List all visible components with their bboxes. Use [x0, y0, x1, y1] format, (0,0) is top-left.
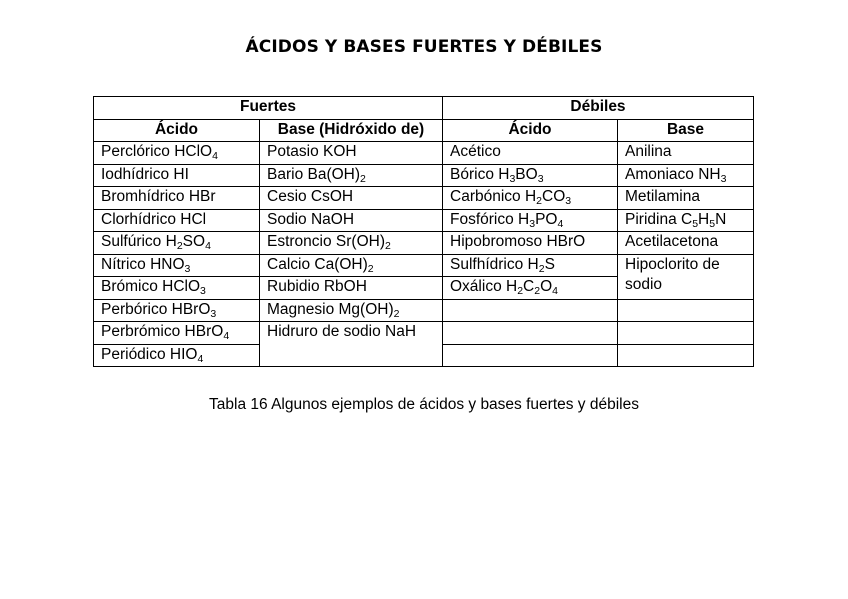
weak-base-cell: Acetilacetona [618, 232, 754, 255]
weak-acid-cell: Fosfórico $H_3PO_4$ [443, 209, 618, 232]
column-header-strong-acid: Ácido [94, 119, 260, 142]
table-row [94, 142, 754, 165]
strong-acid-cell: Perclórico HClO$_4$ [94, 142, 260, 165]
weak-acid-cell: Hipobromoso HBrO [443, 232, 618, 255]
strong-base-cell: Hidruro de sodio NaH [260, 322, 443, 367]
weak-acid-cell: Sulfhídrico $H_2S$ [443, 254, 618, 277]
empty-cell [618, 299, 754, 322]
table-row [94, 232, 754, 255]
weak-acid-cell: Bórico $H_3BO_3$ [443, 164, 618, 187]
strong-acid-cell: Nítrico $HNO_3$ [94, 254, 260, 277]
group-header-weak: Débiles [443, 97, 754, 120]
group-header-strong: Fuertes [94, 97, 443, 120]
strong-acid-cell: Iodhídrico HI [94, 164, 260, 187]
strong-acid-cell: Perbórico HBrO$_3$ [94, 299, 260, 322]
weak-acid-cell: Carbónico $H_2CO_3$ [443, 187, 618, 210]
weak-acid-cell: Acético [443, 142, 618, 165]
page-title: ÁCIDOS Y BASES FUERTES Y DÉBILES [245, 37, 603, 57]
strong-acid-cell: Brómico HClO$_3$ [94, 277, 260, 300]
table-row [94, 187, 754, 210]
empty-cell [443, 344, 618, 367]
weak-base-cell: Metilamina [618, 187, 754, 210]
strong-acid-cell: Periódico $HIO_4$ [94, 344, 260, 367]
weak-acid-cell: Oxálico $H_2C_2O_4$ [443, 277, 618, 300]
column-header-weak-acid: Ácido [443, 119, 618, 142]
table-row [94, 164, 754, 187]
acids-bases-table [93, 96, 754, 367]
table-row [94, 254, 754, 277]
column-header-strong-base: Base (Hidróxido de) [260, 119, 443, 142]
weak-base-cell: Anilina [618, 142, 754, 165]
table-row [94, 299, 754, 322]
strong-base-cell: Magnesio $Mg(OH)_2$ [260, 299, 443, 322]
strong-base-cell: Calcio $Ca(OH)_2$ [260, 254, 443, 277]
empty-cell [443, 299, 618, 322]
strong-base-cell: Cesio CsOH [260, 187, 443, 210]
strong-base-cell: Estroncio $Sr(OH)_2$ [260, 232, 443, 255]
table-row [94, 322, 754, 345]
table-row [94, 209, 754, 232]
table-caption: Tabla 16 Algunos ejemplos de ácidos y bases fuertes y débiles [209, 396, 639, 413]
column-header-weak-base: Base [618, 119, 754, 142]
strong-base-cell: Rubidio RbOH [260, 277, 443, 300]
empty-cell [618, 344, 754, 367]
strong-base-cell: Bario $Ba(OH)_2$ [260, 164, 443, 187]
strong-acid-cell: Perbrómico HBrO$_4$ [94, 322, 260, 345]
strong-acid-cell: Bromhídrico HBr [94, 187, 260, 210]
column-header-row [94, 119, 754, 142]
strong-base-cell: Sodio NaOH [260, 209, 443, 232]
empty-cell [443, 322, 618, 345]
empty-cell [618, 322, 754, 345]
weak-base-cell: Piridina $C_5H_5N$ [618, 209, 754, 232]
strong-acid-cell: Clorhídrico HCl [94, 209, 260, 232]
group-header-row [94, 97, 754, 120]
weak-base-cell: Hipoclorito de sodio [618, 254, 754, 299]
strong-acid-cell: Sulfúrico $H_2SO_4$ [94, 232, 260, 255]
weak-base-cell: Amoniaco $NH_3$ [618, 164, 754, 187]
strong-base-cell: Potasio KOH [260, 142, 443, 165]
